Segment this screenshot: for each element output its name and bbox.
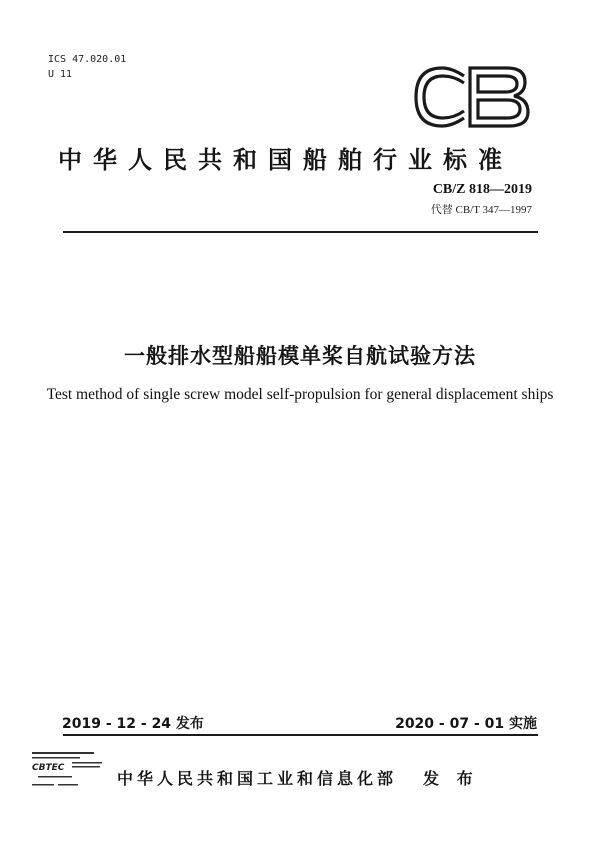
document-title-en: Test method of single screw model self-propulsion for general displacement ships [46,386,554,403]
implementation-date: 2020 - 07 - 01 实施 [395,716,537,732]
issue-date: 2019 - 12 - 24 发布 [62,716,204,732]
standard-code: CB/Z 818—2019 [432,182,532,197]
publisher-stamp-icon [28,750,108,794]
issuing-authority: 中华人民共和国工业和信息化部 [117,769,398,788]
ccs-code: U 11 [48,69,73,80]
classification-block [48,52,126,82]
ics-code: ICS 47.020.01 [48,54,127,65]
publish-label: 发 布 [423,769,479,788]
document-title-zh: 一般排水型船船模单桨自航试验方法 [124,344,476,368]
standard-title: 中华人民共和国船舶行业标准 [58,146,513,174]
stamp-org-text: CBTEC [32,763,65,773]
cb-logo [412,66,532,128]
replaces-standard: 代替 CB/T 347—1997 [430,204,532,216]
top-divider [63,231,538,233]
bottom-divider [63,734,538,736]
